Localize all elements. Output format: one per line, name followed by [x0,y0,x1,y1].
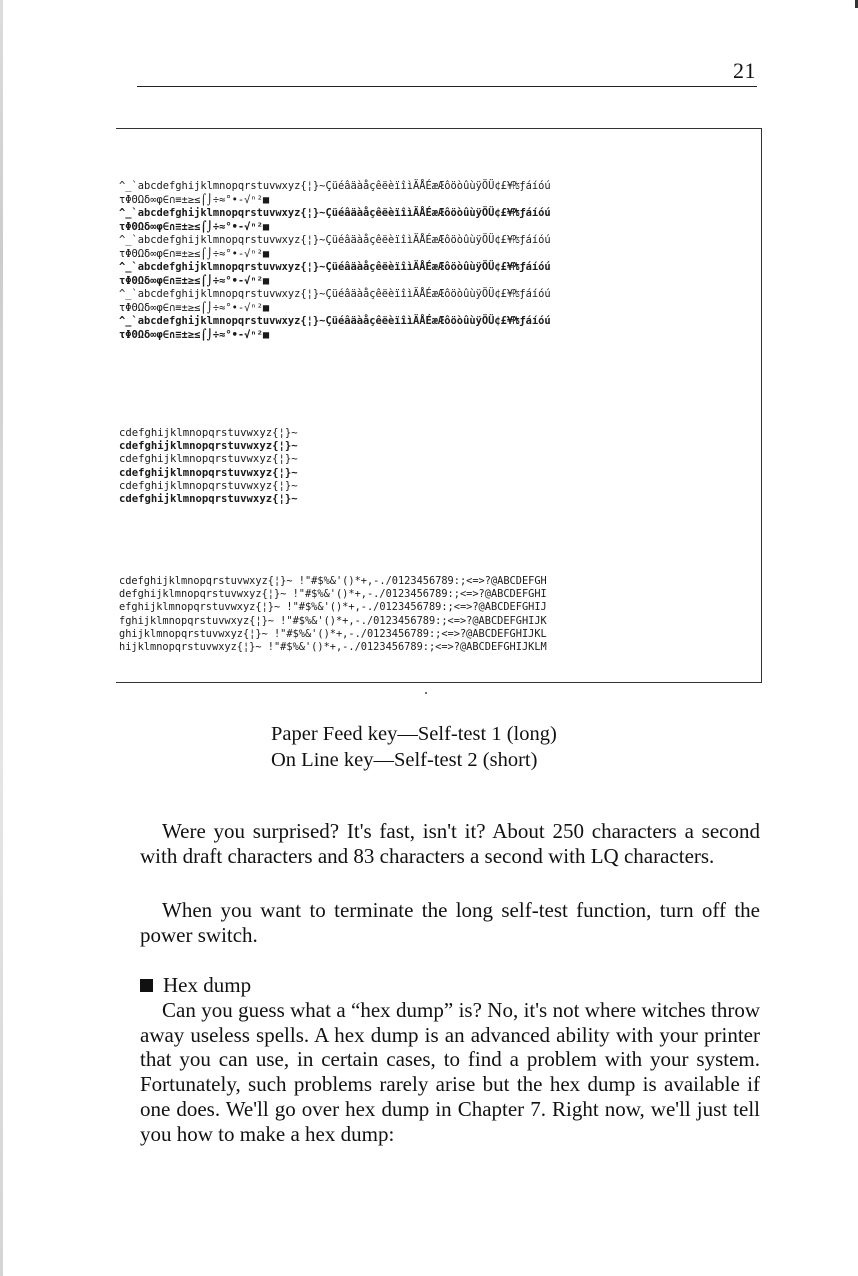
printout-block-character-set [119,180,551,342]
printout-line: cdefghijklmnopqrstuvwxyz{¦}~ [119,479,298,492]
printout-line: ^_`abcdefghijklmnopqrstuvwxyz{¦}~ÇüéâäàåçêëèïîìÄÅÉæÆôöòûùÿÖÜ¢£¥₧ƒáíóú [119,180,551,192]
printout-line: τΦΘΩδ∞φ∈∩≡±≥≤⌠⌡÷≈°•-√ⁿ²■ [119,193,270,206]
printout-line: τΦΘΩδ∞φ∈∩≡±≥≤⌠⌡÷≈°•-√ⁿ²■ [119,301,270,314]
printout-line: τΦΘΩδ∞φ∈∩≡±≥≤⌠⌡÷≈°•-√ⁿ²■ [119,247,270,260]
section-heading-text: Hex dump [163,973,252,997]
printout-line: cdefghijklmnopqrstuvwxyz{¦}~ [119,493,298,506]
paragraph-terminate: When you want to terminate the long self-test function, turn off the power switch. [140,898,760,947]
printout-line: τΦΘΩδ∞φ∈∩≡±≥≤⌠⌡÷≈°•-√ⁿ²■ [119,220,270,233]
printout-block-lowercase [119,427,298,506]
paragraph-hex-dump: Can you guess what a “hex dump” is? No, it's not where witches throw away useless spells. A hex dump is an advanced ability with your printer that you can use, in certain cases, to find a problem with your system. Fortunately, such problems rarely arise but the hex dump is available if one does. We'll go over hex dump in Chapter 7. Right now, we'll just tell you how to make a hex dump: [140,998,760,1146]
page-number: 21 [733,58,756,83]
printout-line: cdefghijklmnopqrstuvwxyz{¦}~ [119,440,298,453]
printout-line: cdefghijklmnopqrstuvwxyz{¦}~ [119,453,298,466]
printout-block-rolling-pattern [119,575,547,654]
printout-line: ^_`abcdefghijklmnopqrstuvwxyz{¦}~ÇüéâäàåçêëèïîìÄÅÉæÆôöòûùÿÖÜ¢£¥₧ƒáíóú [119,234,551,246]
caption-short-test: On Line key—Self-test 2 (short) [271,749,538,771]
printout-line: fghijklmnopqrstuvwxyz{¦}~ !"#$%&'()*+,-./0123456789:;<=>?@ABCDEFGHIJK [119,614,547,627]
scan-edge [0,0,3,1276]
printout-line: ^_`abcdefghijklmnopqrstuvwxyz{¦}~ÇüéâäàåçêëèïîìÄÅÉæÆôöòûùÿÖÜ¢£¥₧ƒáíóú [119,315,551,327]
bullet-square-icon [140,979,153,992]
section-heading-hex-dump [140,973,251,998]
printout-line: defghijklmnopqrstuvwxyz{¦}~ !"#$%&'()*+,-./0123456789:;<=>?@ABCDEFGHI [119,588,547,601]
printout-line: ^_`abcdefghijklmnopqrstuvwxyz{¦}~ÇüéâäàåçêëèïîìÄÅÉæÆôöòûùÿÖÜ¢£¥₧ƒáíóú [119,261,551,273]
printout-line: hijklmnopqrstuvwxyz{¦}~ !"#$%&'()*+,-./0123456789:;<=>?@ABCDEFGHIJKLM [119,641,547,654]
printout-line: ^_`abcdefghijklmnopqrstuvwxyz{¦}~ÇüéâäàåçêëèïîìÄÅÉæÆôöòûùÿÖÜ¢£¥₧ƒáíóú [119,207,551,219]
printout-line: τΦΘΩδ∞φ∈∩≡±≥≤⌠⌡÷≈°•-√ⁿ²■ [119,328,270,341]
stray-dot [425,692,427,694]
caption-long-test: Paper Feed key—Self-test 1 (long) [271,723,557,745]
printout-line: efghijklmnopqrstuvwxyz{¦}~ !"#$%&'()*+,-./0123456789:;<=>?@ABCDEFGHIJ [119,601,547,614]
printout-line: ghijklmnopqrstuvwxyz{¦}~ !"#$%&'()*+,-./0123456789:;<=>?@ABCDEFGHIJKL [119,627,547,640]
printout-line: ^_`abcdefghijklmnopqrstuvwxyz{¦}~ÇüéâäàåçêëèïîìÄÅÉæÆôöòûùÿÖÜ¢£¥₧ƒáíóú [119,288,551,300]
printout-line: cdefghijklmnopqrstuvwxyz{¦}~ [119,466,298,479]
paragraph-surprised: Were you surprised? It's fast, isn't it? About 250 characters a second with draft characters and 83 characters a second with LQ characters. [140,819,760,868]
printout-line: τΦΘΩδ∞φ∈∩≡±≥≤⌠⌡÷≈°•-√ⁿ²■ [119,274,270,287]
printout-line: cdefghijklmnopqrstuvwxyz{¦}~ [119,427,298,439]
header-rule [137,86,757,87]
printout-line: cdefghijklmnopqrstuvwxyz{¦}~ !"#$%&'()*+,-./0123456789:;<=>?@ABCDEFGH [119,575,547,587]
